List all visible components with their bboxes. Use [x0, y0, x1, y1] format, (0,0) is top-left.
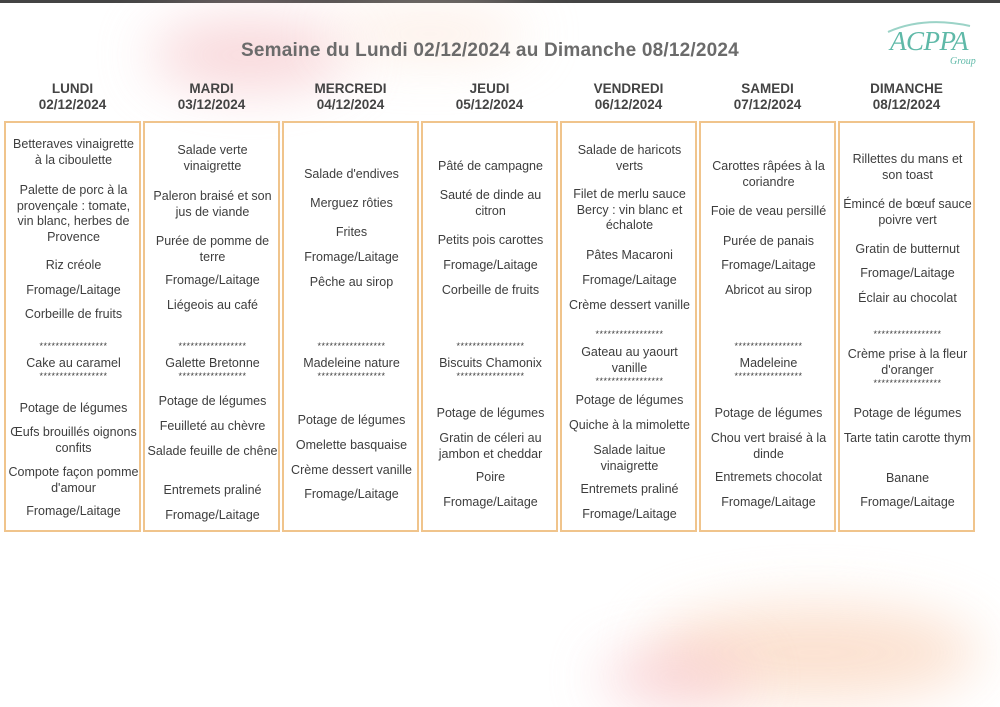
menu-item: Salade laitue vinaigrette [593, 443, 666, 473]
menu-item: Petits pois carottes [437, 233, 544, 247]
separator: ***************** [39, 371, 108, 381]
menu-item: Potage de légumes [19, 401, 128, 415]
day-date: 02/12/2024 [38, 97, 107, 112]
day-header [143, 78, 280, 121]
menu-item: Fromage/Laitage [582, 507, 677, 521]
day-date: 03/12/2024 [177, 97, 246, 112]
menu-item: Liégeois au café [166, 298, 259, 312]
menu-item: Frites [335, 225, 368, 239]
menu-item: Crème dessert vanille [569, 298, 690, 312]
day-header [421, 78, 558, 121]
day-date: 05/12/2024 [455, 97, 524, 112]
menu-item: Palette de porc à la provençale : tomate, vin blanc, herbes de Provence [16, 183, 131, 244]
day-header [560, 78, 697, 121]
menu-item: Corbeille de fruits [441, 283, 540, 297]
menu-item: Fromage/Laitage [304, 487, 399, 501]
day-date: 06/12/2024 [594, 97, 663, 112]
menu-item: Pêche au sirop [309, 275, 394, 289]
menu-item: Quiche à la mimolette [569, 418, 690, 432]
day-column-jeudi [421, 78, 558, 538]
day-header [282, 78, 419, 121]
separator: ***************** [734, 371, 803, 381]
scan-top-edge [0, 0, 1000, 3]
menu-item: Salade verte vinaigrette [177, 143, 248, 173]
day-column-dimanche [838, 78, 975, 538]
menu-item: Fromage/Laitage [26, 504, 121, 518]
separator: ***************** [595, 376, 664, 386]
menu-item: Fromage/Laitage [443, 495, 538, 509]
day-menu-box [560, 121, 697, 532]
menu-item: Fromage/Laitage [860, 266, 955, 280]
menu-item: Carottes râpées à la coriandre [712, 159, 825, 189]
separator: ***************** [317, 371, 386, 381]
day-column-samedi [699, 78, 836, 538]
menu-item: Fromage/Laitage [26, 283, 121, 297]
menu-item: Potage de légumes [853, 406, 962, 420]
menu-item: Purée de pomme de terre [155, 234, 270, 264]
menu-item: Poire [475, 470, 506, 484]
day-menu-box [838, 121, 975, 532]
menu-item: Gratin de céleri au jambon et cheddar [438, 431, 543, 461]
menu-item: Filet de merlu sauce Bercy : vin blanc et échalote [573, 187, 686, 232]
day-name: LUNDI [51, 81, 94, 96]
menu-item: Émincé de bœuf sauce poivre vert [843, 197, 972, 227]
menu-item: Potage de légumes [575, 393, 684, 407]
menu-item: Pâtes Macaroni [586, 248, 673, 262]
menu-item: Feuilleté au chèvre [159, 419, 266, 433]
day-name: MERCREDI [314, 81, 387, 96]
menu-item: Fromage/Laitage [721, 258, 816, 272]
menu-item: Pâté de campagne [438, 159, 543, 173]
separator: ***************** [39, 341, 108, 351]
acppa-logo [880, 20, 980, 70]
decor-blob [600, 655, 750, 700]
separator: ***************** [456, 341, 525, 351]
day-column-mardi [143, 78, 280, 538]
separator: ***************** [595, 329, 664, 339]
snack-item: Gateau au yaourt vanille [581, 345, 678, 375]
menu-item: Purée de panais [722, 234, 815, 248]
day-name: DIMANCHE [870, 81, 943, 96]
menu-item: Potage de légumes [297, 413, 406, 427]
menu-item: Salade d'endives [304, 167, 399, 181]
day-header [699, 78, 836, 121]
separator: ***************** [178, 341, 247, 351]
day-date: 08/12/2024 [872, 97, 941, 112]
menu-item: Potage de légumes [714, 406, 823, 420]
menu-item: Éclair au chocolat [858, 291, 957, 305]
logo-subtext: Group [950, 56, 976, 67]
day-date: 04/12/2024 [316, 97, 385, 112]
menu-item: Fromage/Laitage [860, 495, 955, 509]
day-column-mercredi [282, 78, 419, 538]
day-header [838, 78, 975, 121]
day-name: JEUDI [469, 81, 510, 96]
menu-item: Chou vert braisé à la dinde [710, 431, 827, 461]
menu-item: Salade feuille de chêne [147, 444, 278, 458]
menu-item: Fromage/Laitage [165, 508, 260, 522]
snack-item: Madeleine nature [303, 356, 400, 370]
snack-item: Galette Bretonne [165, 356, 260, 370]
menu-item: Potage de légumes [158, 394, 267, 408]
menu-item: Fromage/Laitage [721, 495, 816, 509]
menu-item: Corbeille de fruits [24, 307, 123, 321]
menu-item: Fromage/Laitage [165, 273, 260, 287]
menu-item: Paleron braisé et son jus de viande [153, 189, 272, 219]
separator: ***************** [734, 341, 803, 351]
day-name: SAMEDI [741, 81, 794, 96]
separator: ***************** [178, 371, 247, 381]
menu-item: Fromage/Laitage [582, 273, 677, 287]
day-menu-box [421, 121, 558, 532]
menu-item: Abricot au sirop [725, 283, 812, 297]
menu-item: Compote façon pomme d'amour [8, 465, 139, 495]
separator: ***************** [873, 378, 942, 388]
day-name: VENDREDI [593, 81, 664, 96]
snack-item: Crème prise à la fleur d'oranger [847, 347, 968, 377]
menu-item: Salade de haricots verts [577, 143, 682, 173]
day-column-lundi [4, 78, 141, 538]
menu-item: Foie de veau persillé [710, 204, 827, 218]
day-date: 07/12/2024 [733, 97, 802, 112]
menu-item: Merguez rôties [310, 196, 393, 210]
menu-item: Potage de légumes [436, 406, 545, 420]
separator: ***************** [456, 371, 525, 381]
snack-item: Cake au caramel [26, 356, 121, 370]
menu-item: Omelette basquaise [295, 438, 408, 452]
menu-item: Rillettes du mans et son toast [852, 152, 963, 182]
menu-item: Œufs brouillés oignons confits [10, 425, 137, 455]
snack-item: Biscuits Chamonix [439, 356, 542, 370]
separator: ***************** [873, 329, 942, 339]
menu-item: Crème dessert vanille [291, 463, 412, 477]
menu-title: Semaine du Lundi 02/12/2024 au Dimanche 08/12/2024 [241, 40, 739, 61]
menu-item: Gratin de butternut [855, 242, 960, 256]
menu-item: Sauté de dinde au citron [439, 188, 542, 218]
day-menu-box [282, 121, 419, 532]
day-header [4, 78, 141, 121]
snack-item: Madeleine [739, 356, 798, 370]
menu-item: Fromage/Laitage [304, 250, 399, 264]
day-menu-box [143, 121, 280, 532]
menu-item: Betteraves vinaigrette à la ciboulette [13, 137, 134, 167]
menu-item: Riz créole [45, 258, 102, 272]
menu-item: Entremets praliné [580, 482, 679, 496]
day-menu-box [4, 121, 141, 532]
menu-item: Fromage/Laitage [443, 258, 538, 272]
separator: ***************** [317, 341, 386, 351]
day-menu-box [699, 121, 836, 532]
week-menu [4, 78, 976, 538]
logo-text: ACPPA [890, 26, 968, 56]
day-column-vendredi [560, 78, 697, 538]
menu-item: Entremets chocolat [715, 470, 822, 484]
day-name: MARDI [189, 81, 234, 96]
menu-item: Entremets praliné [163, 483, 262, 497]
menu-item: Tarte tatin carotte thym [843, 431, 972, 445]
menu-item: Banane [885, 471, 930, 485]
